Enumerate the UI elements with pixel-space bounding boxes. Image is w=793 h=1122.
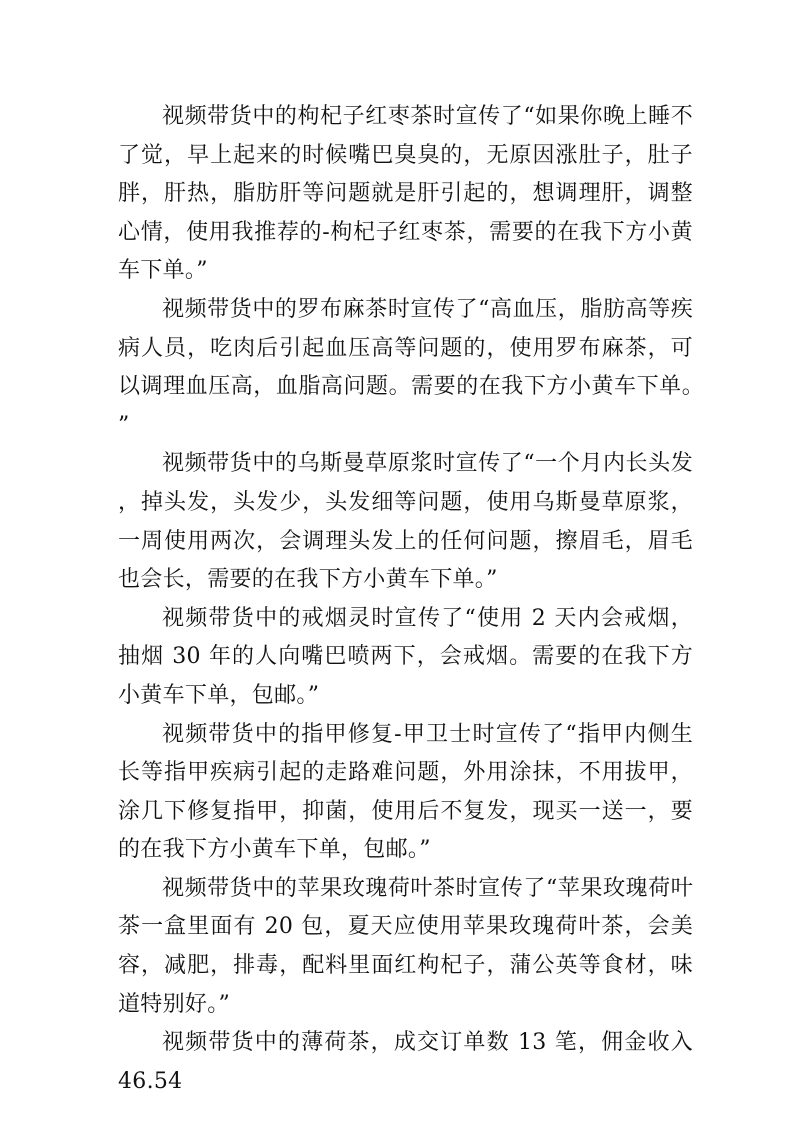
document-body	[118, 98, 693, 1101]
paragraph-usma-grass-serum: 视频带货中的乌斯曼草原浆时宣传了“一个月内长头发，掉头发，头发少，头发细等问题，使用乌斯曼草原浆，一周使用两次，会调理头发上的任何问题，擦眉毛，眉毛也会长，需要的在我下方小黄车下单。”	[118, 451, 693, 593]
paragraph-luobuma-tea: 视频带货中的罗布麻茶时宣传了“高血压，脂肪高等疾病人员，吃肉后引起血压高等问题的，使用罗布麻茶，可以调理血压高，血脂高问题。需要的在我下方小黄车下单。”	[118, 296, 693, 438]
paragraph-mint-tea: 视频带货中的薄荷茶，成交订单数 13 笔，佣金收入 46.54	[118, 1030, 693, 1094]
paragraph-goji-jujube-tea: 视频带货中的枸杞子红枣茶时宣传了“如果你晚上睡不了觉，早上起来的时候嘴巴臭臭的，无原因涨肚子，肚子胖，肝热，脂肪肝等问题就是肝引起的，想调理肝，调整心情，使用我推荐的-枸杞子红枣茶，需要的在我下方小黄车下单。”	[118, 104, 693, 284]
paragraph-quit-smoking-spray: 视频带货中的戒烟灵时宣传了“使用 2 天内会戒烟，抽烟 30 年的人向嘴巴喷两下，会戒烟。需要的在我下方小黄车下单，包邮。”	[118, 605, 693, 708]
paragraph-nail-repair: 视频带货中的指甲修复-甲卫士时宣传了“指甲内侧生长等指甲疾病引起的走路难问题，外用涂抹，不用拔甲，涂几下修复指甲，抑菌，使用后不复发，现买一送一，要的在我下方小黄车下单，包邮。”	[118, 721, 693, 863]
paragraph-apple-rose-lotus-tea: 视频带货中的苹果玫瑰荷叶茶时宣传了“苹果玫瑰荷叶茶一盒里面有 20 包，夏天应使用苹果玫瑰荷叶茶，会美容，减肥，排毒，配料里面红枸杞子，蒲公英等食材，味道特别好。”	[118, 875, 693, 1017]
